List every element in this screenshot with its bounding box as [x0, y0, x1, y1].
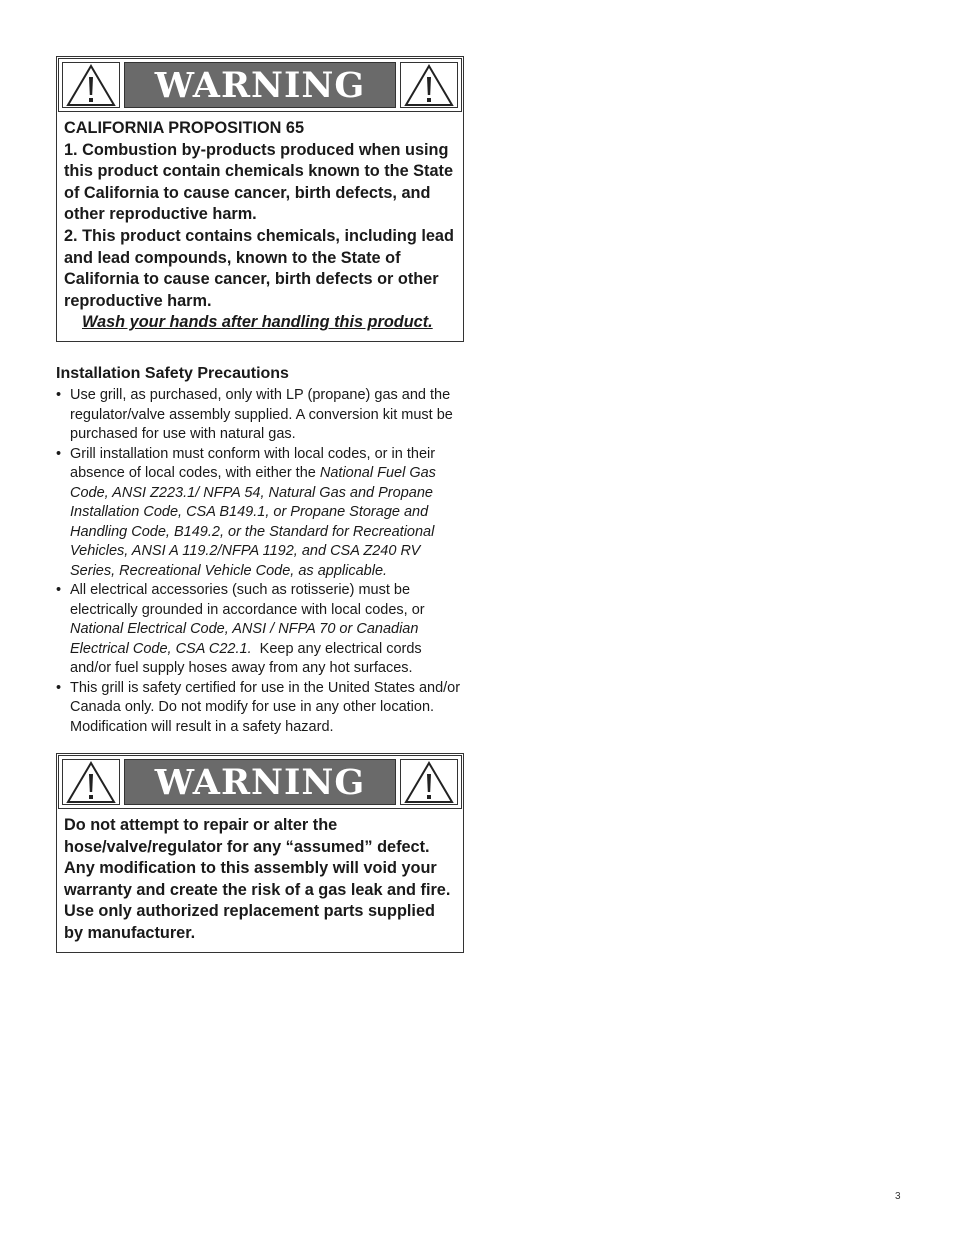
prop65-heading: CALIFORNIA PROPOSITION 65 — [64, 119, 305, 137]
list-item: • All electrical accessories (such as rotisserie) must be electrically grounded in accordance with local codes, or National Electrical Code, ANSI / NFPA 70 or Canadian Electrical Code, CSA C22.1. Keep any electrical cords and/or fuel supply hoses away from any hot surfaces. — [56, 582, 426, 676]
warning-title: WARNING — [154, 761, 366, 803]
prop65-item-2: 2. This product contains chemicals, including lead and lead compounds, known to the State of California to cause cancer, birth defects or other reproductive harm. — [64, 226, 454, 310]
bullet-icon: • — [56, 679, 62, 696]
precaution-list — [56, 386, 466, 737]
warning-title: WARNING — [154, 64, 366, 106]
list-item: • Use grill, as purchased, only with LP (propane) gas and the regulator/valve assembly supplied. A conversion kit must be purchased for use with natural gas. — [56, 387, 453, 442]
warning-body — [57, 113, 463, 341]
warning-triangle-icon — [400, 759, 458, 805]
installation-safety-section — [56, 364, 466, 737]
list-item: • Grill installation must conform with local codes, or in their absence of local codes, with either the National Fuel Gas Code, ANSI Z223.1/ NFPA 54, Natural Gas and Propane Installation Code, CSA B149.1, or Propane Storage and Handling Code, B149.2, or the Standard for Recreational Vehicles, ANSI A 119.2/NFPA 1192, and CSA Z240 RV Series, Recreational Vehicle Code, as applicable. — [56, 445, 436, 579]
bullet-icon: • — [56, 387, 62, 403]
repair-warning-text: Do not attempt to repair or alter the hose/valve/regulator for any “assumed” defect. Any modification to this assembly will void your warranty and create the risk of a gas leak and fire. Use only authorized replacement parts supplied by manufacturer. — [64, 816, 451, 942]
warning-triangle-icon — [400, 62, 458, 108]
prop65-item-1: 1. Combustion by-products produced when using this product contain chemicals known to the State of California to cause cancer, birth defects, and other reproductive harm. — [64, 140, 453, 224]
section-title: Installation Safety Precautions — [56, 365, 289, 382]
repair-warning-box — [56, 753, 464, 953]
warning-banner — [124, 62, 396, 108]
warning-triangle-icon — [62, 62, 120, 108]
prop65-warning-box — [56, 56, 464, 342]
bullet-icon: • — [56, 582, 62, 598]
list-item: • This grill is safety certified for use in the United States and/or Canada only. Do not modify for use in any other location. Modification will result in a safety hazard. — [56, 679, 461, 735]
warning-body — [57, 810, 463, 952]
warning-header — [58, 755, 462, 809]
warning-header — [58, 58, 462, 112]
page-number: 3 — [895, 1191, 901, 1202]
wash-hands-notice: Wash your hands after handling this product. — [82, 313, 433, 332]
bullet-icon: • — [56, 445, 62, 462]
warning-triangle-icon — [62, 759, 120, 805]
warning-banner — [124, 759, 396, 805]
